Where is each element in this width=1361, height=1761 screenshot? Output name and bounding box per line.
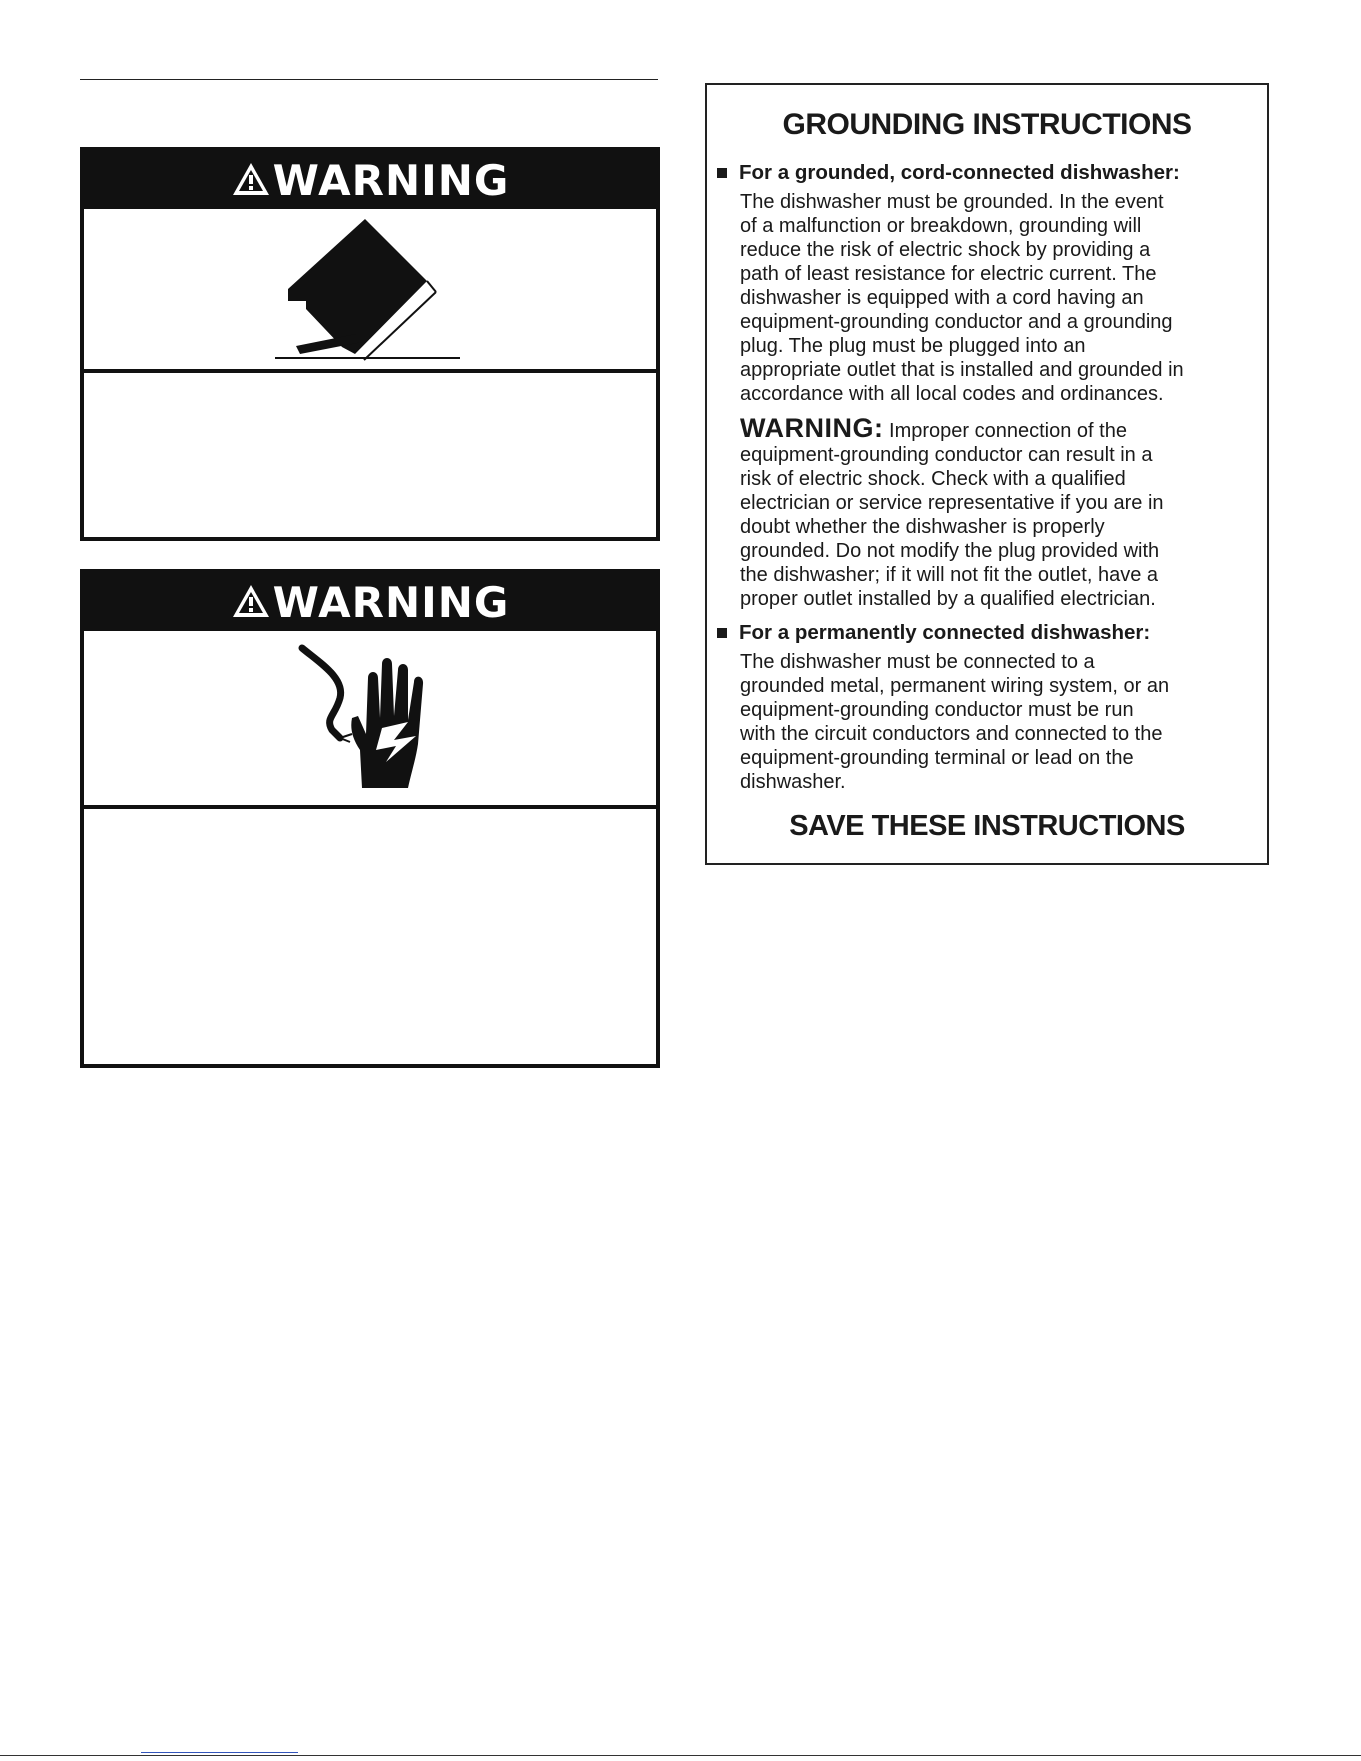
save-instructions: SAVE THESE INSTRUCTIONS [789,810,1185,842]
grounding-instructions-box [705,83,1269,865]
section-heading-cord-connected [717,161,1180,185]
section-heading-text: For a grounded, cord-connected dishwasher: [739,161,1180,184]
electrical-shock-warning-box [80,569,660,1068]
electrical-shock-pictogram [84,631,656,809]
warning-header [84,151,656,209]
square-bullet-icon [717,628,727,638]
warning-text: Improper connection of the equipment-grounding conductor can result in a risk of electric shock. Check with a qualified electrician or service representative if you are in doubt whether the dishwasher is properly grounded. Do not modify the plug provided with the dishwasher; if it will not fit the outlet, have a proper outlet installed by a qualified electrician. [740,420,1164,610]
section-heading-permanently-connected [717,621,1150,645]
tip-over-hazard-icon [270,214,470,364]
footer-link-underline [141,1752,298,1753]
exclamation-triangle-icon [231,161,271,197]
footer-rule [0,1755,1361,1756]
grounding-title: GROUNDING INSTRUCTIONS [782,108,1192,141]
permanently-connected-paragraph: The dishwasher must be connected to a grounded metal, permanent wiring system, or an equipment-grounding conductor must be run with the circuit conductors and connected to the equipment-grounding terminal or lead on the dishwasher. [740,651,1170,793]
square-bullet-icon [717,168,727,178]
electrical-shock-hazard-icon [290,638,450,798]
section-heading-text: For a permanently connected dishwasher: [739,621,1151,644]
tip-over-warning-box [80,147,660,541]
warning-header [84,573,656,631]
warning-label: WARNING: [740,413,884,443]
tip-over-pictogram [84,209,656,373]
exclamation-triangle-icon [231,583,271,619]
cord-connected-paragraph: The dishwasher must be grounded. In the event of a malfunction or breakdown, grounding will reduce the risk of electric shock by providing a path of least resistance for electric current. The dishwasher is equipped with a cord having an equipment-grounding conductor and a grounding plug. The plug must be plugged into an appropriate outlet that is installed and grounded in accordance with all local codes and ordinances. [740,191,1184,405]
warning-paragraph [740,413,1265,611]
warning-title: WARNING [272,155,510,205]
top-rule [80,79,658,80]
warning-title: WARNING [272,577,510,627]
